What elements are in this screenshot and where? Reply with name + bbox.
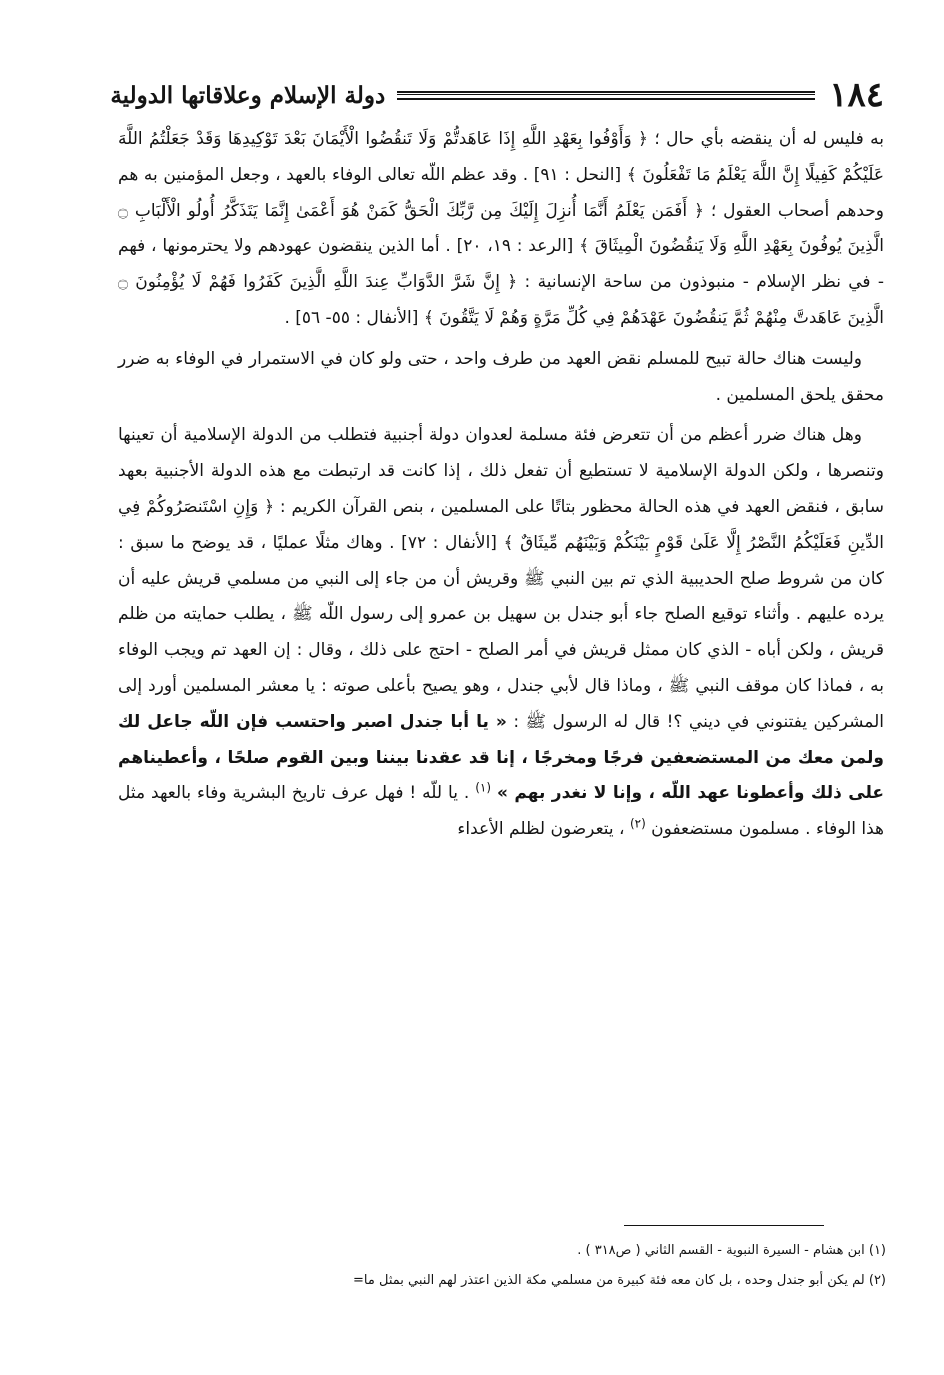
footnote-2: (٢) لم يكن أبو جندل وحده ، بل كان معه فئة كبيرة من مسلمي مكة الذين اعتذر لهم النبي بمثل ما= <box>353 1273 886 1288</box>
page-number: ١٨٤ <box>829 75 884 115</box>
header-rule <box>397 91 815 100</box>
running-title: دولة الإسلام وعلاقاتها الدولية <box>110 81 386 109</box>
footnotes <box>100 1236 886 1296</box>
paragraph-2 <box>118 342 884 414</box>
main-text <box>118 122 884 848</box>
paragraph-3-text: وهل هناك ضرر أعظم من أن تتعرض فئة مسلمة لعدوان دولة أجنبية فتطلب من الدولة الإسلامية أن تعينها وتنصرها ، ولكن الدولة الإسلامية لا تستطيع أن تفعل ذلك ، إذا كانت قد ارتبطت مع هذه الدولة الأجنبية بعهد سابق ، فنقض العهد في هذه الحالة محظور بتاتًا على المسلمين ، بنص القرآن الكريم : ﴿ وَإِنِ اسْتَنصَرُوكُمْ فِي الدِّينِ فَعَلَيْكُمُ النَّصْرُ إِلَّا عَلَىٰ قَوْمٍ بَيْنَكُمْ وَبَيْنَهُم مِّيثَاقٌ ﴾ [الأنفال : ٧٢] . وهاك مثلًا عمليًا ، قد يوضح ما سبق : كان من شروط صلح الحديبية الذي تم بين النبي ﷺ وقريش أن من جاء إلى النبي من مسلمي قريش عليه أن يرده عليهم . وأثناء توقيع الصلح جاء أبو جندل بن سهيل بن عمرو إلى رسول اللّه ﷺ ، يطلب حمايته من ظلم قريش ، ولكن أباه - الذي كان ممثل قريش في أمر الصلح - احتج على ذلك ، وقال : إن العهد تم ويجب الوفاء به ، فماذا كان موقف النبي ﷺ ، وماذا قال لأبي جندل ، وهو يصيح بأعلى صوته : يا معشر المسلمين أورد إلى المشركين يفتنوني في ديني ؟! قال له الرسول ﷺ : <box>118 425 884 732</box>
footnote-ref-2[interactable]: (٢) <box>629 816 646 831</box>
hadith-quote: « يا أبا جندل اصبر واحتسب فإن اللّه جاعل لك ولمن معك من المستضعفين فرجًا ومخرجًا ، إنا قد عقدنا بيننا وبين القوم صلحًا ، وأعطيناهم على ذلك وأعطونا عهد اللّه ، وإنا لا نغدر بهم » <box>118 711 884 804</box>
paragraph-3 <box>118 418 884 848</box>
paragraph-2-text: وليست هناك حالة تبيح للمسلم نقض العهد من طرف واحد ، حتى ولو كان في الاستمرار في الوفاء به ضرر محقق يلحق المسلمين . <box>118 348 884 405</box>
footnote-1: (١) ابن هشام - السيرة النبوية - القسم الثاني ( ص٣١٨ ) . <box>577 1243 886 1258</box>
paragraph-1: به فليس له أن ينقضه بأي حال ؛ ﴿ وَأَوْفُوا بِعَهْدِ اللَّهِ إِذَا عَاهَدتُّمْ وَلَا تَنقُضُوا الْأَيْمَانَ بَعْدَ تَوْكِيدِهَا وَقَدْ جَعَلْتُمُ اللَّهَ عَلَيْكُمْ كَفِيلًا إِنَّ اللَّهَ يَعْلَمُ مَا تَفْعَلُونَ ﴾ [النحل : ٩١] . وقد عظم اللّه تعالى الوفاء بالعهد ، وجعل المؤمنين به هم وحدهم أصحاب العقول ؛ ﴿ أَفَمَن يَعْلَمُ أَنَّمَا أُنزِلَ إِلَيْكَ مِن رَّبِّكَ الْحَقُّ كَمَنْ هُوَ أَعْمَىٰ إِنَّمَا يَتَذَكَّرُ أُولُو الْأَلْبَابِ ۝ الَّذِينَ يُوفُونَ بِعَهْدِ اللَّهِ وَلَا يَنقُضُونَ الْمِيثَاقَ ﴾ [الرعد : ١٩، ٢٠] . أما الذين ينقضون عهودهم ولا يحترمونها ، فهم - في نظر الإسلام - منبوذون من ساحة الإنسانية : ﴿ إِنَّ شَرَّ الدَّوَابِّ عِندَ اللَّهِ الَّذِينَ كَفَرُوا فَهُمْ لَا يُؤْمِنُونَ ۝ الَّذِينَ عَاهَدتَّ مِنْهُمْ ثُمَّ يَنقُضُونَ عَهْدَهُمْ فِي كُلِّ مَرَّةٍ وَهُمْ لَا يَتَّقُونَ ﴾ [الأنفال : ٥٥- ٥٦] . <box>118 129 885 328</box>
footnote-ref-1[interactable]: (١) <box>475 780 492 795</box>
page-header <box>100 70 884 120</box>
footnote-separator <box>624 1225 824 1226</box>
paragraph-3-tail: ، يتعرضون لظلم الأعداء <box>457 819 625 840</box>
paragraph-3-after-quote: . يا للّه ! فهل عرف تاريخ البشرية وفاء بالعهد مثل هذا الوفاء . مسلمون مستضعفون <box>118 783 884 840</box>
